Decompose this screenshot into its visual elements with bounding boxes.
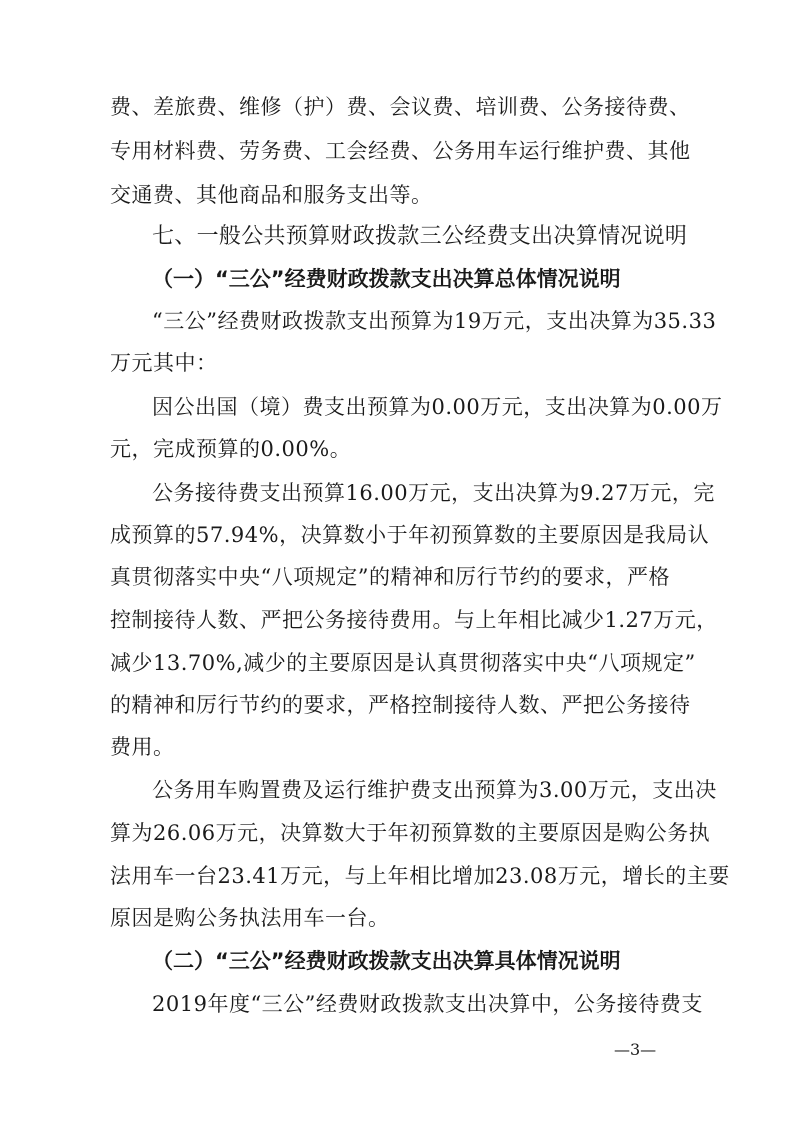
body-line: 专用材料费、劳务费、工会经费、公务用车运行维护费、其他 (110, 139, 691, 163)
body-line: 成预算的57.94%，决算数小于年初预算数的主要原因是我局认 (110, 523, 710, 547)
subsection-heading: （二）“三公”经费财政拨款支出决算具体情况说明 (152, 949, 621, 973)
section-heading: 七、一般公共预算财政拨款三公经费支出决算情况说明 (152, 224, 688, 249)
body-line: 交通费、其他商品和服务支出等。 (110, 183, 433, 207)
body-line: 公务用车购置费及运行维护费支出预算为3.00万元，支出决 (152, 778, 717, 802)
body-line: 控制接待人数、严把公务接待费用。与上年相比减少1.27万元， (110, 608, 718, 632)
body-line: 2019年度“三公”经费财政拨款支出决算中，公务接待费支 (152, 992, 703, 1016)
body-line: 公务接待费支出预算16.00万元，支出决算为9.27万元，完 (152, 481, 715, 505)
body-line: 算为26.06万元，决算数大于年初预算数的主要原因是购公务执 (110, 821, 711, 845)
body-line: “三公”经费财政拨款支出预算为19万元，支出决算为35.33 (152, 309, 717, 333)
subsection-heading: （一）“三公”经费财政拨款支出决算总体情况说明 (152, 267, 621, 291)
body-line: 费、差旅费、维修（护）费、会议费、培训费、公务接待费、 (110, 95, 691, 119)
page-number: —3— (614, 1040, 657, 1059)
body-line: 的精神和厉行节约的要求，严格控制接待人数、严把公务接待 (110, 693, 691, 717)
body-line: 真贯彻落实中央“八项规定”的精神和厉行节约的要求，严格 (110, 565, 670, 589)
body-line: 原因是购公务执法用车一台。 (110, 906, 390, 930)
body-line: 万元其中： (110, 351, 218, 375)
body-line: 费用。 (110, 735, 175, 759)
body-line: 元，完成预算的0.00%。 (110, 437, 352, 461)
body-line: 因公出国（境）费支出预算为0.00万元，支出决算为0.00万 (152, 395, 723, 419)
body-line: 减少13.70%,减少的主要原因是认真贯彻落实中央“八项规定” (110, 651, 696, 675)
body-line: 法用车一台23.41万元，与上年相比增加23.08万元，增长的主要 (110, 864, 730, 888)
